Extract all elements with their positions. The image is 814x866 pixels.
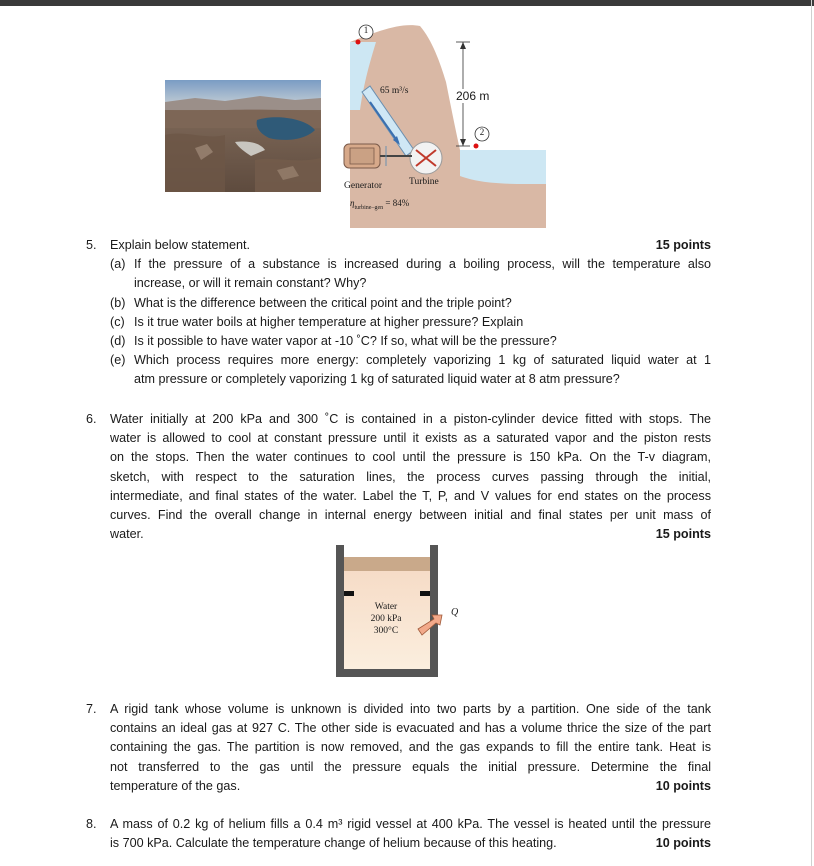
question-5-points: 15 points <box>655 238 711 252</box>
question-8-body <box>86 815 711 853</box>
generator-label: Generator <box>344 181 382 191</box>
heat-label: Q <box>451 607 459 618</box>
height-label: 206 m <box>456 89 490 103</box>
question-5-text: Explain below statement. <box>110 238 251 252</box>
point-1-label: 1 <box>363 25 369 35</box>
water-label: Water 200 kPa 300°C <box>370 602 402 636</box>
question-5-part-b: (b) What is the difference between the critical point and the triple point? <box>110 295 512 310</box>
dam-schematic <box>336 22 546 228</box>
piston-cylinder-figure <box>334 543 468 679</box>
question-5-part-d: (d) Is it possible to have water vapor at -10 ˚C? If so, what will be the pressure? <box>110 334 557 349</box>
question-7-number: 7. <box>86 702 97 716</box>
question-5-part-e: (e) Which process requires more energy: completely vaporizing 1 kg of saturated liquid water at 1 atm pressure or completely vaporizing 1 kg of saturated liquid water at 8 atm pressure? <box>110 353 711 387</box>
question-5 <box>86 236 711 390</box>
question-7 <box>86 700 711 796</box>
question-8-number: 8. <box>86 817 97 831</box>
question-5-part-c: (c) Is it true water boils at higher temperature at higher pressure? Explain <box>110 314 524 329</box>
question-8-text: A mass of 0.2 kg of helium fills a 0.4 m³ rigid vessel at 400 kPa. The vessel is heated until the pressure is 700 kPa. Calculate the temperature change of helium because of this heating. 10 points <box>86 815 711 853</box>
efficiency-subscript: turbine–gen <box>354 204 384 211</box>
question-7-text: A rigid tank whose volume is unknown is divided into two parts by a partition. One side of the tank contains an ideal gas at 927 C. The other side is evacuated and has a volume thrice the size of the part containing the gas. The partition is now removed, and the gas expands to fill the entire tank. Heat is not transferred to the gas until the pressure equals the initial pressure. Determine the final temperature of the gas. 10 points <box>86 700 711 796</box>
question-8 <box>86 815 711 853</box>
point-2-label: 2 <box>479 127 485 137</box>
flow-rate-label: 65 m³/s <box>380 86 409 96</box>
question-6-points: 15 points <box>655 527 711 542</box>
page-top-border <box>0 0 814 6</box>
question-7-body <box>86 700 711 796</box>
question-8-points: 10 points <box>655 836 711 851</box>
question-5-part-a: (a) If the pressure of a substance is increased during a boiling process, will the temperature also increase, or will it remain constant? Why? <box>110 257 711 291</box>
efficiency-value: = 84% <box>385 198 410 208</box>
question-6-number: 6. <box>86 412 97 426</box>
efficiency-label <box>350 198 409 211</box>
question-6-body <box>86 410 711 544</box>
question-6-text: Water initially at 200 kPa and 300 ˚C is contained in a piston-cylinder device fitted with stops. The water is allowed to cool at constant pressure until it exists as a saturated vapor and the piston rests on the stops. Then the water continues to cool until the pressure is 150 kPa. On the T-v diagram, sketch, with respect to the saturation lines, the process curves passing through the initial, intermediate, and final states of the water. Label the T, P, and V values for end states on the process curves. Find the overall change in internal energy between initial and final states per unit mass of water. 15 points <box>86 410 711 544</box>
turbine-label: Turbine <box>409 177 439 187</box>
question-7-points: 10 points <box>655 778 711 793</box>
page-right-edge <box>811 0 812 866</box>
dam-photo <box>165 80 321 192</box>
question-6 <box>86 410 711 544</box>
efficiency-symbol: η <box>350 198 355 208</box>
question-5-header <box>86 236 711 255</box>
question-5-number: 5. <box>86 238 97 252</box>
